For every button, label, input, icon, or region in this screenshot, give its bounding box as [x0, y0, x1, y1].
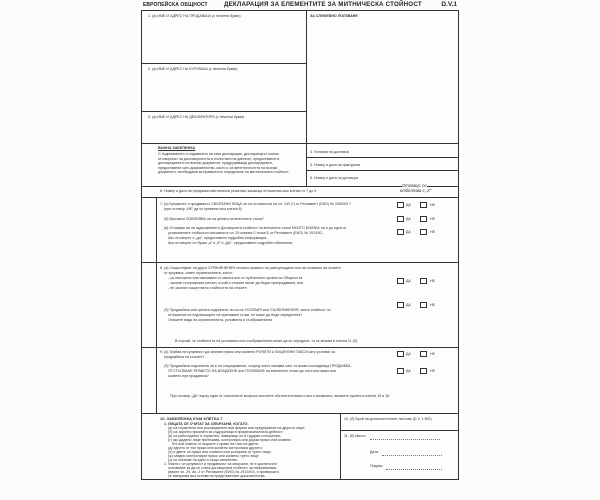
- q9b-no-checkbox[interactable]: [420, 368, 427, 374]
- divider-line: [141, 111, 306, 112]
- q9b-line: (б) Продажбата подчинена ли е на споразумение, според което някаква част от всяка последваща ПРОДАЖБА,: [164, 364, 352, 368]
- q9a-line: 9. (а) Трябва ли купувачът да заплати пряко или косвено РОЯЛТИ и ЛИЦЕНЗНИ ТАКСИ като условие за: [160, 350, 336, 354]
- seller-field-label: 1. (а) ИМЕ И АДРЕС НА ПРОДАВАЧА (с печатни букви): [148, 14, 241, 18]
- q9a-line: продажбата на стоките?: [164, 355, 205, 359]
- q7a-line: 7. (а) Купувачът и продавачът СВЪРЗАНИ ЛИЦА ли са по смисъла на чл. 143 (*) от Регламент (ЕИО) № 2454/93 ?: [160, 202, 352, 206]
- divider-line: [141, 63, 306, 64]
- q10-item: (ж) заедно контролират пряко или косвено трето лице;: [168, 454, 260, 458]
- q9b-line: косвено при продавача?: [168, 374, 209, 378]
- seller-field[interactable]: [148, 22, 304, 62]
- q7c-no-checkbox[interactable]: [420, 229, 427, 235]
- notice-line: С подписването и подаването на тази декларация, деклараторът поема: [158, 152, 279, 156]
- q10-item: (з) са членове на едно и също семейство.: [168, 458, 239, 462]
- no-label: НЕ: [430, 352, 435, 356]
- q10-item: основание за да се счита договорната стойност за неприемлива.: [168, 466, 277, 470]
- q7c-yes-checkbox[interactable]: [397, 229, 404, 235]
- yes-label: ДА: [406, 369, 411, 373]
- q7c-line: установените стойности изложени в чл. 29 алинея 2 точка Б от Регламент (ЕИО) № 2913/92 ,: [168, 231, 325, 235]
- q9-note: При отговор „ДА“ върху един от посочените въпроси посочете обстоятелствата и ако е възможно, впишете сумите в клетки 15 и 16.: [170, 394, 391, 398]
- yes-label: ДА: [406, 303, 411, 307]
- divider-line: [340, 430, 459, 431]
- q10-item: (г) ако дадено лице притежава, контролира или държи пряко или косвено: [168, 438, 292, 442]
- q7b-line: (б) Връзката ПОВЛИЯВА ли на цената на внесените стоки?: [164, 217, 264, 221]
- q7c-line: Ако отговорът по букви „а“ и „б“ е „ДА“, предоставете подробни обяснения.: [168, 241, 294, 245]
- yes-label: ДА: [406, 230, 411, 234]
- notice-heading: ВАЖНА ЗАБЕЛЕЖКА: [158, 146, 196, 150]
- divider-line: [141, 413, 459, 414]
- q10-sub: 1. ЛИЦАТА СЕ СЧИТАТ ЗА СВЪРЗАНИ, КОГАТО:: [164, 422, 249, 426]
- notice-line: документи, необходими за правилното определяне на митническата стойност.: [158, 170, 290, 174]
- delivery-terms-label: 4. Условия на доставка: [310, 150, 349, 154]
- date-label: Дата:: [370, 450, 379, 454]
- q10-item: (в) са работодател и служител, намиращи се в трудови отношения;: [168, 434, 281, 438]
- buyer-field-label: 2. (а) ИМЕ И АДРЕС НА КУПУВАЧА (с печатни букви): [148, 67, 238, 71]
- q7b-yes-checkbox[interactable]: [397, 216, 404, 222]
- notice-line: отговорност за достоверността и пълнотата на данните, предоставени в: [158, 156, 280, 161]
- number-column-divider: [156, 197, 157, 413]
- q8a-line: - не засягат съществено стойността на стоките: [168, 286, 247, 290]
- no-label: НЕ: [430, 230, 435, 234]
- q8b-line: отношение на подлежащите на оценяване стоки, не може да бъде определена?: [168, 313, 303, 317]
- declarant-field[interactable]: [148, 123, 304, 141]
- q10-item: (д) едното от тях пряко или косвено контролира другото;: [168, 446, 263, 450]
- q8b-no-checkbox[interactable]: [420, 302, 427, 308]
- signature-field[interactable]: [386, 469, 442, 470]
- no-label: НЕ: [430, 303, 435, 307]
- form-title: ДЕКЛАРАЦИЯ ЗА ЕЛЕМЕНТИТЕ ЗА МИТНИЧЕСКА СТОЙНОСТ: [224, 1, 422, 8]
- q10-item: 2. Фактът, че купувачът и продавачът са свързани, не е достатъчен: [164, 462, 277, 466]
- divider-line: [306, 170, 459, 171]
- divider-line: [141, 347, 459, 348]
- q9a-yes-checkbox[interactable]: [397, 351, 404, 357]
- q8a-line: 8. (а) Съществуват ли други ОГРАНИЧЕНИЯ относно правото на разпореждане или на ползване на стоките: [160, 266, 341, 270]
- no-label: НЕ: [430, 279, 435, 283]
- annex-count-label: 10. (б) Брой на допълнителните листове (D.V. 1 BIS): [344, 417, 432, 421]
- bottom-column-divider: [340, 413, 341, 480]
- yes-label: ДА: [406, 352, 411, 356]
- q10-item: (б) са законно признати за съдружници в професионалната дейност;: [168, 430, 284, 434]
- q7a-yes-checkbox[interactable]: [397, 202, 404, 208]
- yes-label: ДА: [406, 279, 411, 283]
- invoice-label: 5. Номер и дата на фактурата: [310, 163, 361, 167]
- community-label: ЕВРОПЕЙСКА ОБЩНОСТ: [143, 2, 208, 8]
- place-label: 11. (б) Място:: [344, 434, 367, 438]
- no-label: НЕ: [430, 217, 435, 221]
- yes-label: ДА: [406, 217, 411, 221]
- yes-label: ДА: [406, 203, 411, 207]
- answer-heading: отбелязва с „X“: [400, 188, 432, 193]
- q8a-line: - са наложени или изисквани от закона или от публичните органи на Общността: [168, 276, 303, 280]
- q7c-line: (в) Отговаря ли на задължението Договорната стойност на внесените стоки МНОГО БЛИЗКА ли е до една от: [164, 226, 347, 230]
- q8b-line: Опишете вида на ограниченията, условията и съображенията.: [168, 318, 274, 322]
- q9a-no-checkbox[interactable]: [420, 351, 427, 357]
- place-field[interactable]: [370, 439, 440, 440]
- q8a-no-checkbox[interactable]: [420, 278, 427, 284]
- q9b-yes-checkbox[interactable]: [397, 368, 404, 374]
- buyer-field[interactable]: [148, 75, 304, 109]
- q6-label: 6. Номер и дата на предишни митнически решения, касаещи отношения към клетки от 7 до 9: [160, 189, 317, 193]
- q10-item: (вижте чл. 29, ал. 2 от Регламент (ЕИО) № 2913/92), и проверката: [168, 470, 279, 474]
- q8b-note: В случай, че стойността на условията или съображенията може да се определи, тя се вписва в клетка 11 (б).: [175, 339, 359, 343]
- q8a-line: - засягат географския регион, в който стоките могат да бъдат препродавани, или: [168, 281, 304, 285]
- divider-line: [141, 262, 459, 263]
- divider-line: [141, 197, 459, 198]
- q7a-line: (при отговор „НЕ“ да се премине към клетка 8): [164, 207, 242, 211]
- q8a-line: от купувача, освен ограниченията, които:: [164, 271, 233, 275]
- q7c-line: Ако отговорът е „да“, предоставете подробна информация:: [168, 236, 268, 240]
- q8b-yes-checkbox[interactable]: [397, 302, 404, 308]
- q7a-no-checkbox[interactable]: [420, 202, 427, 208]
- notice-line: декларацията и на всички документи, придружаващи декларацията,: [158, 161, 273, 165]
- notice-line: предоставени като доказателство, както и за автентичността на всички: [158, 165, 278, 170]
- form-code: D.V.1: [441, 1, 457, 8]
- top-column-divider: [306, 10, 307, 164]
- declarant-field-label: 3. (а) ИМЕ И АДРЕС НА ДЕКЛАРАТОРА (с печатни букви): [148, 115, 245, 119]
- q7b-no-checkbox[interactable]: [420, 216, 427, 222]
- answer-heading: Отговор: се: [402, 183, 427, 188]
- q10-heading: 10. ЗАБЕЛЕЖКА КЪМ КЛЕТКА 7: [160, 416, 223, 421]
- q10-item: се извършва въз основа на представените доказателства.: [168, 474, 266, 478]
- q8a-yes-checkbox[interactable]: [397, 278, 404, 284]
- divider-line: [306, 157, 459, 158]
- contract-label: 6. Номер и дата на договора: [310, 176, 358, 180]
- q10-item: (а) са служители или ръководители във фирма или предприятие на другото лице;: [168, 426, 306, 430]
- official-use-label: ЗА СЛУЖЕБНО ПОЛЗВАНЕ: [310, 14, 358, 18]
- divider-line: [141, 143, 459, 144]
- q9b-line: ОТСТЪПВАНЕ ПРАВОТО НА ВЛАДЕЕНЕ или ПОЛЗВАНЕ на внесените стоки ще постъпи пряко или: [168, 369, 337, 373]
- q10-item: (е) и двете са пряко или косвено контролирани от трето лице;: [168, 450, 272, 454]
- no-label: НЕ: [430, 203, 435, 207]
- q8b-line: (б) Продажбата или цената подчинени ли са на УСЛОВИЯ или СЪОБРАЖЕНИЯ, чиято стойност по: [164, 308, 331, 312]
- delivery-divider: [306, 143, 307, 186]
- q10-item: 5% или повече от акциите с право на глас на двете;: [172, 442, 259, 446]
- date-field[interactable]: [382, 455, 442, 456]
- no-label: НЕ: [430, 369, 435, 373]
- signature-label: Подпис:: [370, 464, 384, 468]
